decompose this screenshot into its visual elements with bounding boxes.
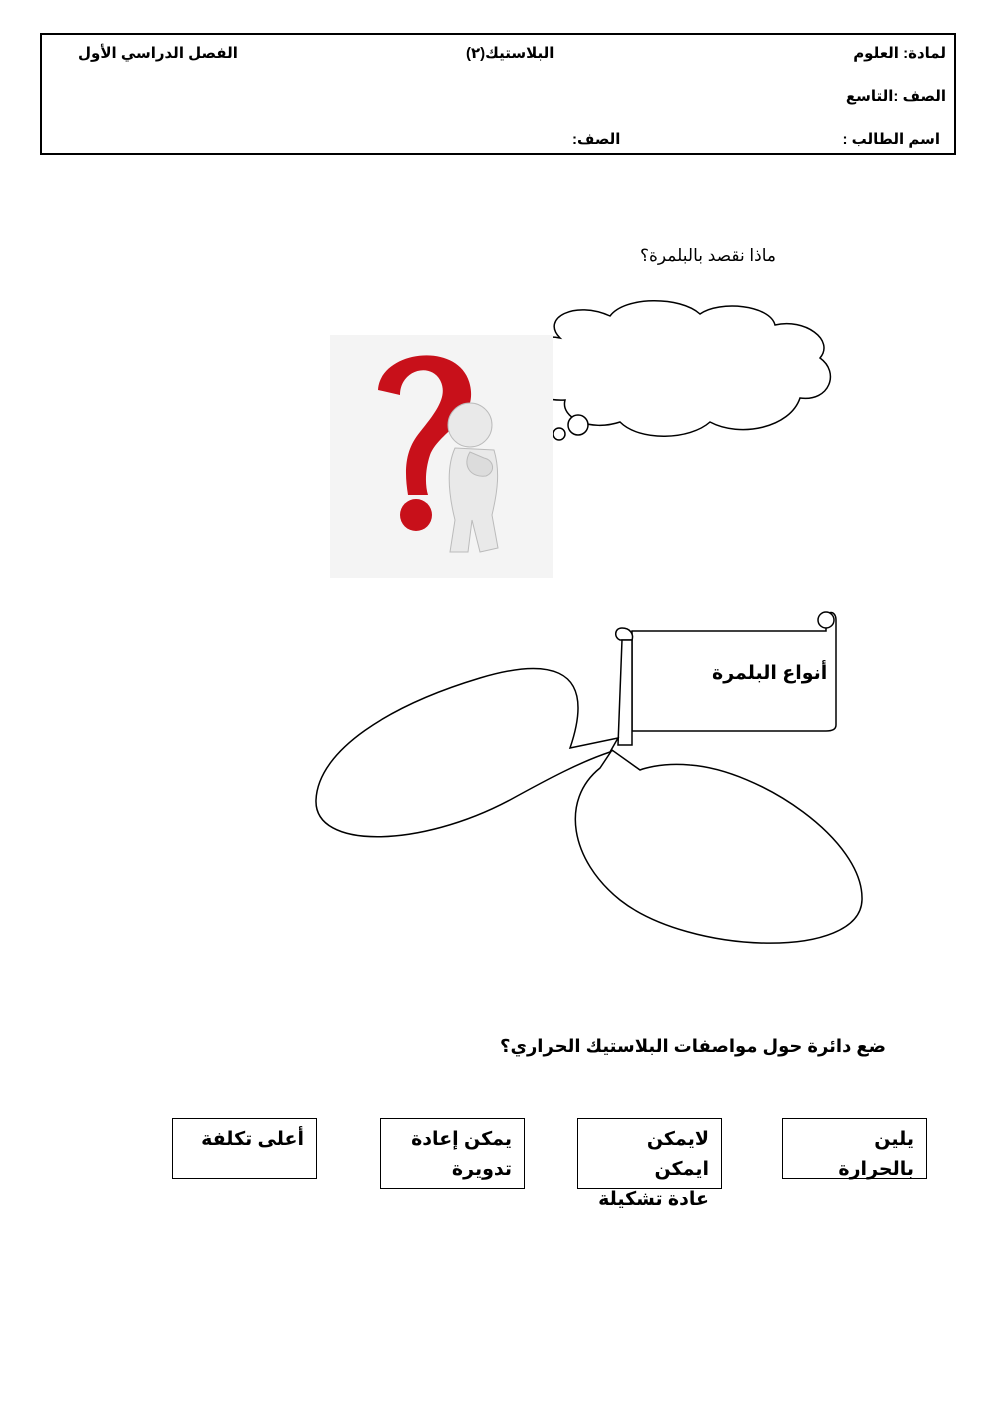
question-polymerization: ماذا نقصد بالبلمرة؟ bbox=[640, 246, 777, 265]
class-label: الصف: bbox=[572, 131, 621, 148]
option-text-2: تدويرة bbox=[451, 1159, 512, 1180]
option-higher-cost[interactable] bbox=[172, 1118, 317, 1179]
question-thermoplastic-properties: ضع دائرة حول مواصفات البلاستيك الحراري؟ bbox=[500, 1036, 887, 1056]
option-text: لايمكن ايمكن bbox=[646, 1129, 709, 1180]
grade-label: الصف :التاسع bbox=[845, 88, 946, 105]
question-mark-dot bbox=[400, 499, 432, 531]
question-mark-figure bbox=[330, 335, 553, 578]
option-recyclable[interactable] bbox=[380, 1118, 525, 1189]
subject-label: لمادة: العلوم bbox=[853, 45, 946, 62]
polymerization-types-title: أنواع البلمرة bbox=[712, 663, 828, 684]
option-text: يلين بالحرارة bbox=[838, 1129, 914, 1180]
option-text-2: عادة تشكيلة bbox=[598, 1189, 709, 1210]
option-text: أعلى تكلفة bbox=[201, 1129, 304, 1150]
term-label: الفصل الدراسي الأول bbox=[78, 45, 238, 62]
option-softens-with-heat[interactable] bbox=[782, 1118, 927, 1179]
thought-cloud bbox=[526, 301, 831, 444]
topic-title: البلاستيك(٢) bbox=[466, 45, 555, 62]
option-text: يمكن إعادة bbox=[411, 1129, 512, 1150]
student-name-label: اسم الطالب : bbox=[842, 131, 940, 148]
option-cannot-reshape[interactable] bbox=[577, 1118, 722, 1210]
